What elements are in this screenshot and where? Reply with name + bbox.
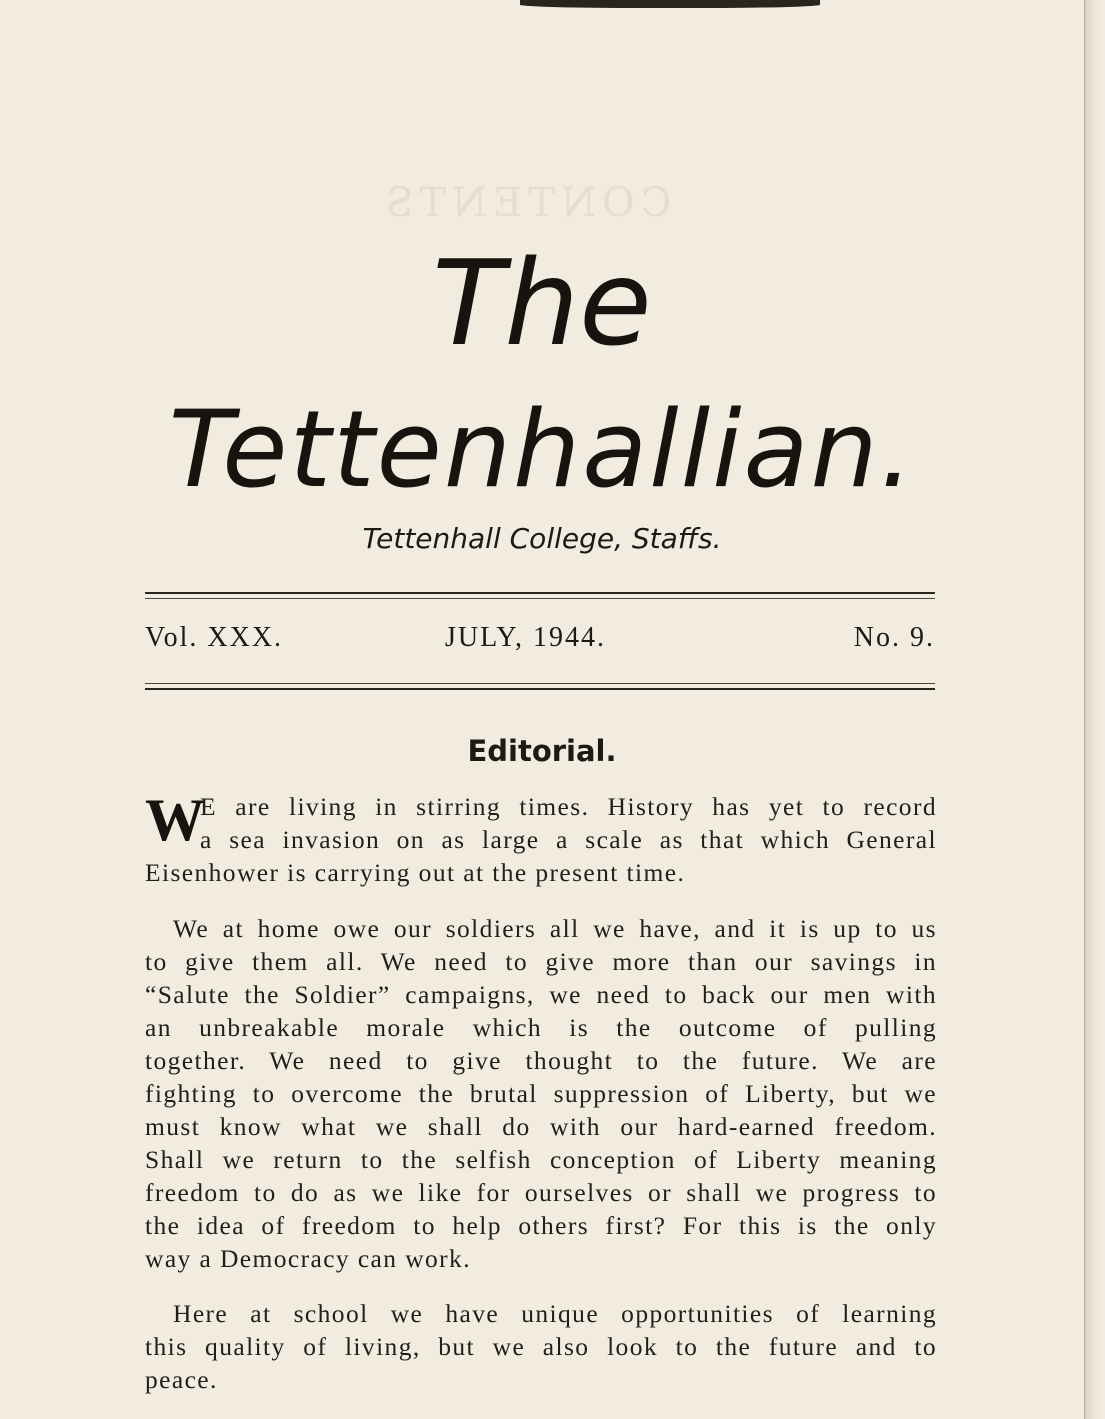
title-the: The bbox=[432, 234, 652, 372]
text-line: to give them all. We need to give more than our savings in bbox=[145, 947, 937, 976]
text-line: a sea invasion on as large a scale as that which General bbox=[200, 825, 937, 854]
text-line: together. We need to give thought to the future. We are bbox=[145, 1046, 937, 1075]
editorial-paragraph-2 bbox=[145, 912, 937, 1275]
issue-date: JULY, 1944. bbox=[445, 622, 607, 653]
masthead-rule-bottom bbox=[145, 688, 935, 690]
drop-cap: W bbox=[145, 787, 205, 853]
text-line: Shall we return to the selfish conception of Liberty meaning bbox=[145, 1145, 937, 1174]
editorial-paragraph-1 bbox=[145, 787, 937, 889]
text-line: must know what we shall do with our hard-earned freedom. bbox=[145, 1112, 937, 1141]
text-line: Here at school we have unique opportunities of learning bbox=[173, 1299, 937, 1328]
masthead-rule-top bbox=[145, 592, 935, 594]
text-line: “Salute the Soldier” campaigns, we need to back our men with bbox=[145, 980, 937, 1009]
text-line: the idea of freedom to help others first? For this is the only bbox=[145, 1211, 937, 1240]
text-line: peace. bbox=[145, 1365, 218, 1394]
show-through-text: CONTENTS bbox=[380, 180, 672, 226]
page-top-shadow bbox=[520, 0, 820, 8]
text-line: fighting to overcome the brutal suppression of Liberty, but we bbox=[145, 1079, 937, 1108]
text-line: an unbreakable morale which is the outcome of pulling bbox=[145, 1013, 937, 1042]
text-line: We at home owe our soldiers all we have, and it is up to us bbox=[173, 914, 937, 943]
masthead-rule-top-thin bbox=[145, 598, 935, 599]
editorial-heading: Editorial. bbox=[467, 734, 617, 768]
issue-number: No. 9. bbox=[853, 622, 935, 653]
editorial-paragraph-3 bbox=[145, 1297, 937, 1396]
magazine-subtitle: Tettenhall College, Staffs. bbox=[362, 522, 722, 555]
text-line: this quality of living, but we also look to the future and to bbox=[145, 1332, 937, 1361]
text-line: way a Democracy can work. bbox=[145, 1244, 471, 1273]
magazine-title: Tettenhallian. bbox=[168, 388, 916, 511]
text-line: Eisenhower is carrying out at the present time. bbox=[145, 858, 686, 887]
text-line: freedom to do as we like for ourselves or shall we progress to bbox=[145, 1178, 937, 1207]
volume-label: Vol. XXX. bbox=[145, 622, 284, 653]
text-line: E are living in stirring times. History has yet to record bbox=[200, 792, 937, 821]
masthead-rule-bottom-thin bbox=[145, 683, 935, 684]
page-edge bbox=[1084, 0, 1105, 1419]
